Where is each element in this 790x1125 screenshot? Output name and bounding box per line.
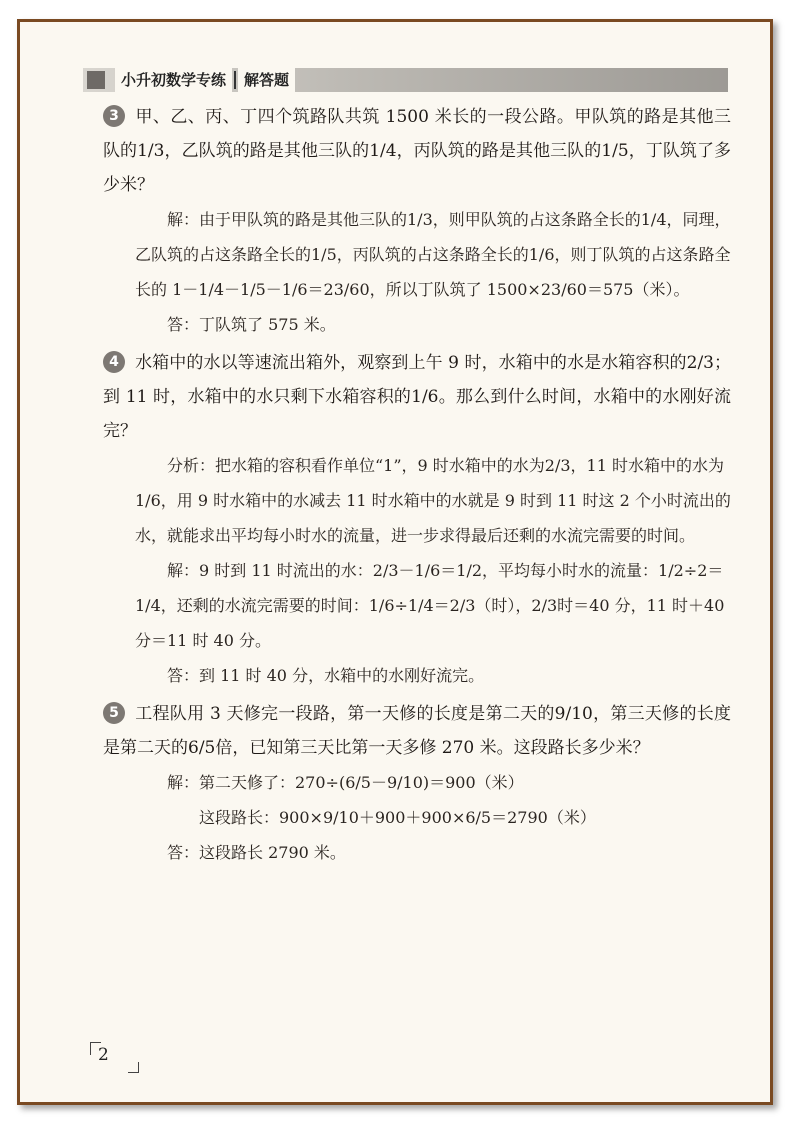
problem-5-question bbox=[103, 697, 731, 765]
header-square-icon bbox=[87, 71, 105, 89]
problem-number-badge: 3 bbox=[103, 105, 125, 127]
page-content bbox=[103, 100, 731, 870]
problem-5-answer: 答：这段路长 2790 米。 bbox=[167, 843, 346, 862]
header-divider bbox=[234, 71, 236, 89]
problem-5-text: 工程队用 3 天修完一段路，第一天修的长度是第二天的9/10，第三天修的长度是第二天的6/5倍，已知第三天比第一天多修 270 米。这段路长多少米？ bbox=[103, 704, 731, 758]
problem-number-badge: 4 bbox=[103, 351, 125, 373]
problem-3-solution: 解：由于甲队筑的路是其他三队的1/3，则甲队筑的占这条路全长的1/4，同理，乙队筑的占这条路全长的1/5，丙队筑的占这条路全长的1/6，则丁队筑的占这条路全长的 1－1/4－1/5－1/6＝23/60，所以丁队筑了 1500×23/60＝575（米）。 bbox=[135, 210, 731, 299]
problem-4-question bbox=[103, 346, 731, 448]
problem-5-solution-step1: 解：第二天修了：270÷(6/5－9/10)＝900（米） bbox=[167, 773, 524, 792]
problem-5-solution-step2: 这段路长：900×9/10＋900＋900×6/5＝2790（米） bbox=[199, 808, 596, 827]
problem-4-text: 水箱中的水以等速流出箱外，观察到上午 9 时，水箱中的水是水箱容积的2/3；到 11 时，水箱中的水只剩下水箱容积的1/6。那么到什么时间，水箱中的水刚好流完？ bbox=[103, 353, 731, 441]
page-number-bracket-right bbox=[128, 1062, 139, 1073]
page-number: 2 bbox=[98, 1045, 109, 1065]
problem-3-question bbox=[103, 100, 731, 202]
page-header bbox=[83, 68, 728, 92]
header-section-title: 解答题 bbox=[238, 68, 295, 92]
problem-number-badge: 5 bbox=[103, 702, 125, 724]
header-book-title: 小升初数学专练 bbox=[115, 68, 232, 92]
problem-3-answer: 答：丁队筑了 575 米。 bbox=[167, 315, 336, 334]
problem-3-text: 甲、乙、丙、丁四个筑路队共筑 1500 米长的一段公路。甲队筑的路是其他三队的1/3，乙队筑的路是其他三队的1/4，丙队筑的路是其他三队的1/5，丁队筑了多少米？ bbox=[103, 107, 731, 195]
problem-4-analysis: 分析：把水箱的容积看作单位“1”，9 时水箱中的水为2/3，11 时水箱中的水为1/6，用 9 时水箱中的水减去 11 时水箱中的水就是 9 时到 11 时这 2 个小时流出的水，就能求出平均每小时水的流量，进一步求得最后还剩的水流完需要的时间。 bbox=[135, 456, 731, 545]
problem-4-solution: 解：9 时到 11 时流出的水：2/3－1/6＝1/2，平均每小时水的流量：1/2÷2＝1/4，还剩的水流完需要的时间：1/6÷1/4＝2/3（时），2/3时＝40 分，11 时＋40 分＝11 时 40 分。 bbox=[135, 561, 725, 650]
problem-4-answer: 答：到 11 时 40 分，水箱中的水刚好流完。 bbox=[167, 666, 485, 685]
